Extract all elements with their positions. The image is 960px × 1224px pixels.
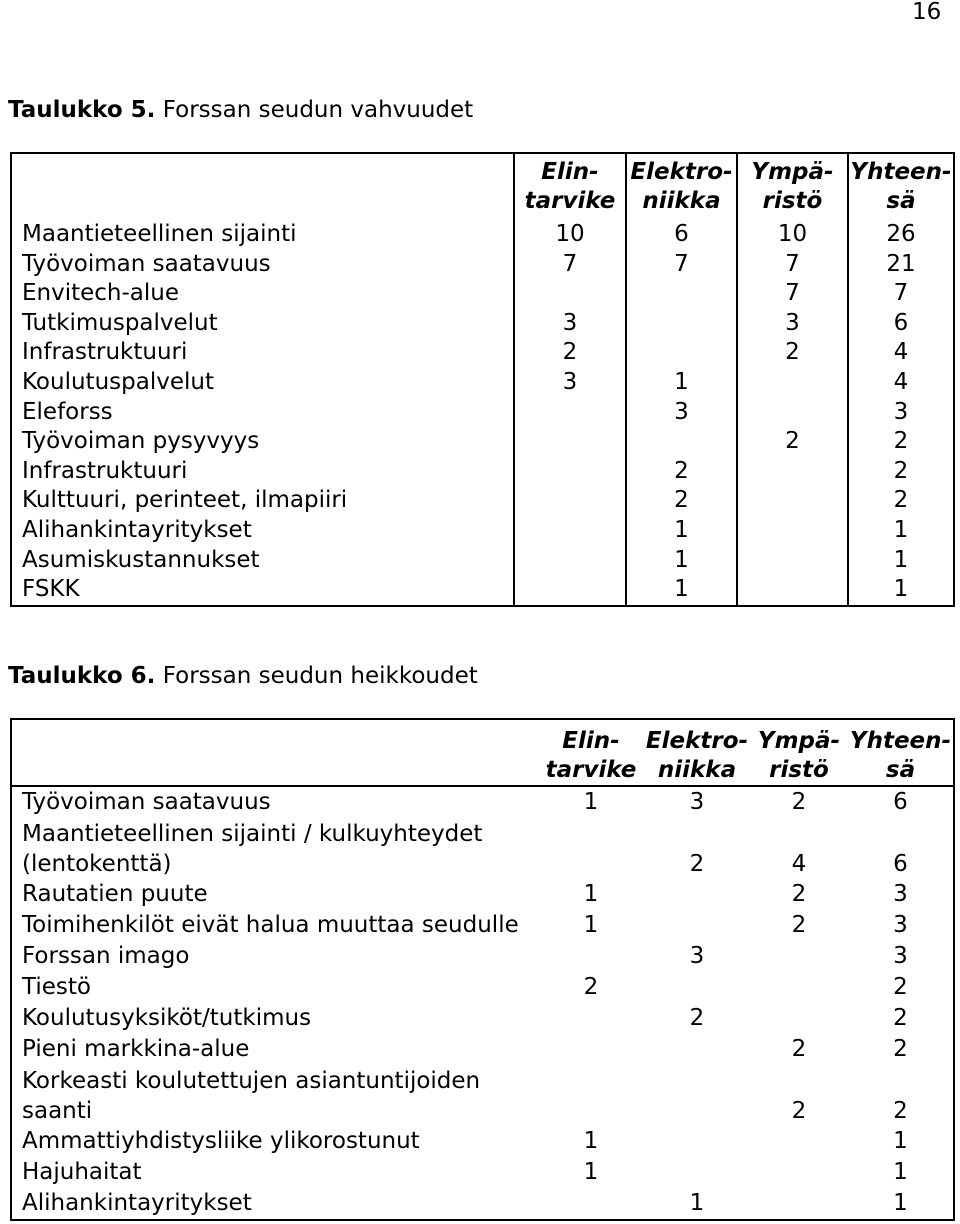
table-row (12, 398, 953, 428)
value-elektroniikka (644, 1157, 750, 1188)
value-elektroniikka: 1 (625, 516, 736, 546)
header-empty-cell (12, 154, 513, 220)
table-row (12, 879, 953, 910)
value-yhteensa: 6 (893, 789, 908, 815)
row-label: Eleforss (22, 398, 113, 425)
value-elintarvike: 2 (513, 338, 625, 368)
value-elektroniikka (644, 972, 750, 1003)
row-label: Rautatien puute (22, 881, 208, 907)
value-elintarvike: 1 (583, 881, 599, 907)
row-label-line: Maantieteellinen sijainti / kulkuyhteydet (22, 820, 483, 847)
value-elektroniikka (644, 1034, 750, 1065)
value-elektroniikka: 2 (689, 1005, 705, 1031)
value-elintarvike: 10 (513, 220, 625, 250)
column-header-line: niikka (642, 187, 721, 214)
value-elintarvike (513, 398, 625, 428)
value-elintarvike (538, 818, 644, 879)
value-elintarvike: 1 (583, 912, 599, 938)
row-label: Työvoiman saatavuus (22, 250, 271, 277)
value-elintarvike: 1 (583, 1159, 599, 1185)
value-yhteensa: 3 (847, 398, 953, 428)
value-elintarvike (513, 516, 625, 546)
table-row (12, 1065, 953, 1126)
value-yhteensa: 3 (893, 912, 908, 938)
value-elintarvike: 2 (583, 974, 599, 1000)
value-elektroniikka: 2 (689, 850, 705, 877)
value-ymparisto: 2 (791, 789, 807, 815)
row-label-line: saanti (22, 1097, 93, 1124)
table-row (12, 1157, 953, 1188)
value-ymparisto (750, 941, 848, 972)
value-elektroniikka (644, 910, 750, 941)
row-label: Ammattiyhdistysliike ylikorostunut (22, 1128, 420, 1154)
value-yhteensa: 3 (893, 881, 908, 907)
table-row (12, 787, 953, 818)
table-row (12, 910, 953, 941)
value-ymparisto: 2 (736, 427, 847, 457)
value-yhteensa: 2 (893, 1005, 908, 1031)
value-yhteensa: 21 (847, 250, 953, 280)
value-yhteensa: 1 (847, 575, 953, 605)
value-elintarvike (538, 1188, 644, 1219)
table-row (12, 941, 953, 972)
value-elektroniikka: 1 (625, 575, 736, 605)
value-elektroniikka: 3 (689, 789, 705, 815)
column-header-line: Ympä- (751, 158, 834, 185)
column-header-yhteensa (847, 154, 953, 220)
value-elektroniikka: 2 (625, 486, 736, 516)
value-elintarvike: 1 (583, 789, 599, 815)
value-yhteensa: 1 (847, 546, 953, 576)
table-row (12, 368, 953, 398)
table5-caption-title: Forssan seudun vahvuudet (162, 97, 474, 123)
table-row (12, 338, 953, 368)
row-label: Alihankintayritykset (22, 516, 252, 543)
table5-caption-label: Taulukko 5. (8, 97, 156, 123)
table-header-row (12, 720, 953, 787)
row-label: Infrastruktuuri (22, 457, 188, 484)
column-header-line: tarvike (545, 756, 637, 783)
value-elektroniikka: 1 (625, 368, 736, 398)
column-header-line: sä (885, 756, 916, 783)
table6-caption-title: Forssan seudun heikkoudet (162, 663, 478, 689)
row-label: Forssan imago (22, 943, 190, 969)
row-label: Pieni markkina-alue (22, 1036, 250, 1062)
value-yhteensa: 3 (893, 943, 908, 969)
table5-caption (8, 96, 473, 124)
value-elintarvike: 3 (513, 368, 625, 398)
column-header-line: ristö (762, 187, 823, 214)
column-header-line: Yhteen- (850, 158, 952, 185)
value-ymparisto (750, 1157, 848, 1188)
value-ymparisto: 2 (736, 338, 847, 368)
column-header-elintarvike (538, 720, 644, 785)
value-yhteensa: 7 (847, 279, 953, 309)
page-number: 16 (912, 0, 942, 25)
value-yhteensa: 2 (893, 1097, 908, 1124)
row-label: FSKK (22, 576, 80, 603)
value-yhteensa: 2 (847, 427, 953, 457)
column-header-line: Ympä- (757, 727, 841, 754)
value-yhteensa: 4 (847, 338, 953, 368)
table-row (12, 1188, 953, 1219)
value-ymparisto: 2 (791, 1097, 807, 1124)
value-elintarvike (513, 457, 625, 487)
value-elektroniikka: 3 (689, 943, 705, 969)
column-header-line: tarvike (524, 187, 616, 214)
value-elektroniikka (625, 279, 736, 309)
value-elintarvike (538, 1034, 644, 1065)
strengths-table (10, 152, 955, 607)
row-label: Työvoiman pysyvyys (22, 428, 260, 455)
value-elektroniikka: 3 (625, 398, 736, 428)
value-elintarvike: 7 (513, 250, 625, 280)
value-ymparisto: 10 (736, 220, 847, 250)
value-yhteensa: 1 (893, 1159, 908, 1185)
value-elintarvike (538, 1065, 644, 1126)
table-row (12, 457, 953, 487)
row-label: Toimihenkilöt eivät halua muuttaa seudulle (22, 912, 519, 938)
table6-caption-label: Taulukko 6. (8, 663, 156, 689)
column-header-line: ristö (769, 756, 829, 783)
column-header-ymparisto (736, 154, 847, 220)
table-row (12, 1126, 953, 1157)
row-label: Infrastruktuuri (22, 339, 188, 366)
column-header-line: Yhteen- (849, 727, 952, 754)
column-header-line: Elektro- (645, 727, 749, 754)
column-header-elintarvike (513, 154, 625, 220)
value-ymparisto: 7 (736, 279, 847, 309)
row-label: Hajuhaitat (22, 1159, 142, 1185)
value-ymparisto (736, 516, 847, 546)
table-row (12, 279, 953, 309)
column-header-line: sä (886, 187, 916, 214)
value-yhteensa: 4 (847, 368, 953, 398)
table6-caption (8, 662, 478, 690)
value-yhteensa: 6 (847, 309, 953, 339)
row-label: Tiestö (22, 974, 91, 1000)
column-header-elektroniikka (625, 154, 736, 220)
table-row (12, 486, 953, 516)
table-row (12, 1003, 953, 1034)
value-ymparisto (736, 546, 847, 576)
value-ymparisto (736, 575, 847, 605)
value-elintarvike: 1 (583, 1128, 599, 1154)
table-row (12, 427, 953, 457)
value-yhteensa: 2 (847, 457, 953, 487)
table-row (12, 972, 953, 1003)
value-elektroniikka: 1 (689, 1190, 705, 1216)
value-yhteensa: 26 (847, 220, 953, 250)
value-yhteensa: 1 (847, 516, 953, 546)
table-row (12, 516, 953, 546)
row-label (12, 1065, 538, 1126)
value-ymparisto: 7 (736, 250, 847, 280)
value-elektroniikka: 7 (625, 250, 736, 280)
table-row (12, 250, 953, 280)
value-elektroniikka (625, 338, 736, 368)
column-header-ymparisto (750, 720, 848, 785)
table-row (12, 220, 953, 250)
table-row (12, 575, 953, 605)
value-yhteensa: 1 (893, 1128, 908, 1154)
table-row (12, 818, 953, 879)
value-ymparisto: 4 (791, 850, 807, 877)
value-ymparisto: 3 (736, 309, 847, 339)
value-ymparisto (750, 972, 848, 1003)
value-elintarvike (513, 486, 625, 516)
row-label: Envitech-alue (22, 280, 180, 307)
value-yhteensa: 2 (847, 486, 953, 516)
row-label: Tutkimuspalvelut (22, 309, 218, 336)
value-ymparisto (736, 486, 847, 516)
value-ymparisto (750, 1003, 848, 1034)
value-yhteensa: 2 (893, 1036, 908, 1062)
value-elektroniikka (644, 1126, 750, 1157)
value-ymparisto (750, 1188, 848, 1219)
value-ymparisto: 2 (791, 912, 807, 938)
row-label-line: Korkeasti koulutettujen asiantuntijoiden (22, 1067, 481, 1094)
row-label-line: (lentokenttä) (22, 850, 172, 877)
value-elektroniikka (625, 309, 736, 339)
row-label (12, 818, 538, 879)
table-row (12, 309, 953, 339)
value-elektroniikka: 1 (625, 546, 736, 576)
value-ymparisto (736, 368, 847, 398)
row-label: Koulutusyksiköt/tutkimus (22, 1005, 312, 1031)
column-header-line: niikka (657, 756, 737, 783)
value-elintarvike: 3 (513, 309, 625, 339)
value-elektroniikka (644, 1065, 750, 1126)
value-elintarvike (513, 279, 625, 309)
value-elintarvike (538, 1003, 644, 1034)
value-elintarvike (538, 941, 644, 972)
row-label: Koulutuspalvelut (22, 368, 214, 395)
value-ymparisto (736, 398, 847, 428)
value-yhteensa: 1 (893, 1190, 908, 1216)
value-ymparisto (736, 457, 847, 487)
column-header-line: Elektro- (630, 158, 733, 185)
column-header-line: Elin- (562, 727, 620, 754)
header-empty-cell (12, 720, 538, 785)
value-elintarvike (513, 575, 625, 605)
value-ymparisto: 2 (791, 1036, 807, 1062)
value-yhteensa: 6 (893, 850, 908, 877)
value-elektroniikka (625, 427, 736, 457)
value-yhteensa: 2 (893, 974, 908, 1000)
row-label: Maantieteellinen sijainti (22, 221, 297, 247)
row-label: Asumiskustannukset (22, 546, 260, 573)
row-label: Alihankintayritykset (22, 1190, 252, 1216)
column-header-line: Elin- (541, 158, 599, 185)
value-elintarvike (513, 427, 625, 457)
value-ymparisto (750, 1126, 848, 1157)
column-header-yhteensa (848, 720, 953, 785)
value-elektroniikka (644, 879, 750, 910)
column-header-elektroniikka (644, 720, 750, 785)
value-ymparisto: 2 (791, 881, 807, 907)
row-label: Kulttuuri, perinteet, ilmapiiri (22, 487, 348, 514)
value-elektroniikka: 2 (625, 457, 736, 487)
row-label: Työvoiman saatavuus (22, 789, 271, 815)
table-row (12, 1034, 953, 1065)
table-row (12, 546, 953, 576)
table-header-row (12, 154, 953, 220)
weaknesses-table (10, 718, 955, 1221)
value-elektroniikka: 6 (625, 220, 736, 250)
value-elintarvike (513, 546, 625, 576)
